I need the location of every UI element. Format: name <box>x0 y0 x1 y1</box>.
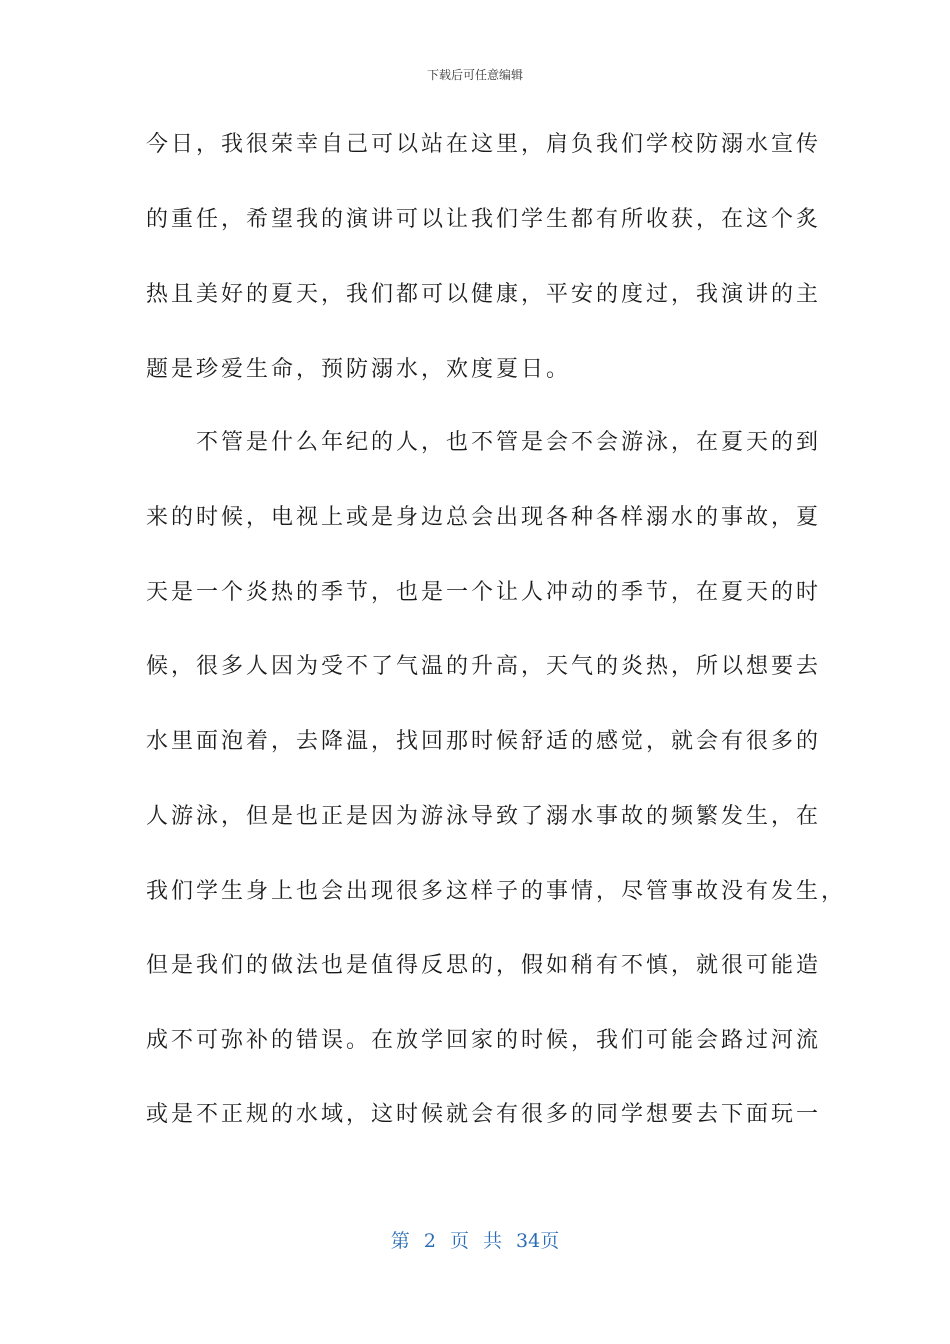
text-line-13: 成不可弥补的错误。在放学回家的时候，我们可能会路过河流 <box>146 1028 822 1053</box>
page-header: 下载后可任意编辑 <box>426 68 523 82</box>
text-line-6: 来的时候，电视上或是身边总会出现各种各样溺水的事故，夏 <box>146 505 822 530</box>
text-line-2: 的重任，希望我的演讲可以让我们学生都有所收获，在这个炙 <box>146 207 822 232</box>
text-line-7: 天是一个炎热的季节，也是一个让人冲动的季节，在夏天的时 <box>146 580 822 605</box>
page-number-footer: 第 2 页 共 34页 <box>390 1230 560 1252</box>
text-line-14: 或是不正规的水域，这时候就会有很多的同学想要去下面玩一 <box>146 1102 822 1127</box>
text-line-4: 题是珍爱生命，预防溺水，欢度夏日。 <box>146 357 572 382</box>
text-line-9: 水里面泡着，去降温，找回那时候舒适的感觉，就会有很多的 <box>146 729 822 754</box>
text-line-1: 今日，我很荣幸自己可以站在这里，肩负我们学校防溺水宣传 <box>146 132 822 157</box>
text-line-3: 热且美好的夏天，我们都可以健康，平安的度过，我演讲的主 <box>146 282 822 307</box>
text-line-10: 人游泳，但是也正是因为游泳导致了溺水事故的频繁发生，在 <box>146 804 822 829</box>
text-line-8: 候，很多人因为受不了气温的升高，天气的炎热，所以想要去 <box>146 654 822 679</box>
text-line-11: 我们学生身上也会出现很多这样子的事情，尽管事故没有发生， <box>146 879 847 904</box>
text-line-12: 但是我们的做法也是值得反思的，假如稍有不慎，就很可能造 <box>146 953 822 978</box>
text-line-5: 不管是什么年纪的人，也不管是会不会游泳，在夏天的到 <box>146 430 822 455</box>
